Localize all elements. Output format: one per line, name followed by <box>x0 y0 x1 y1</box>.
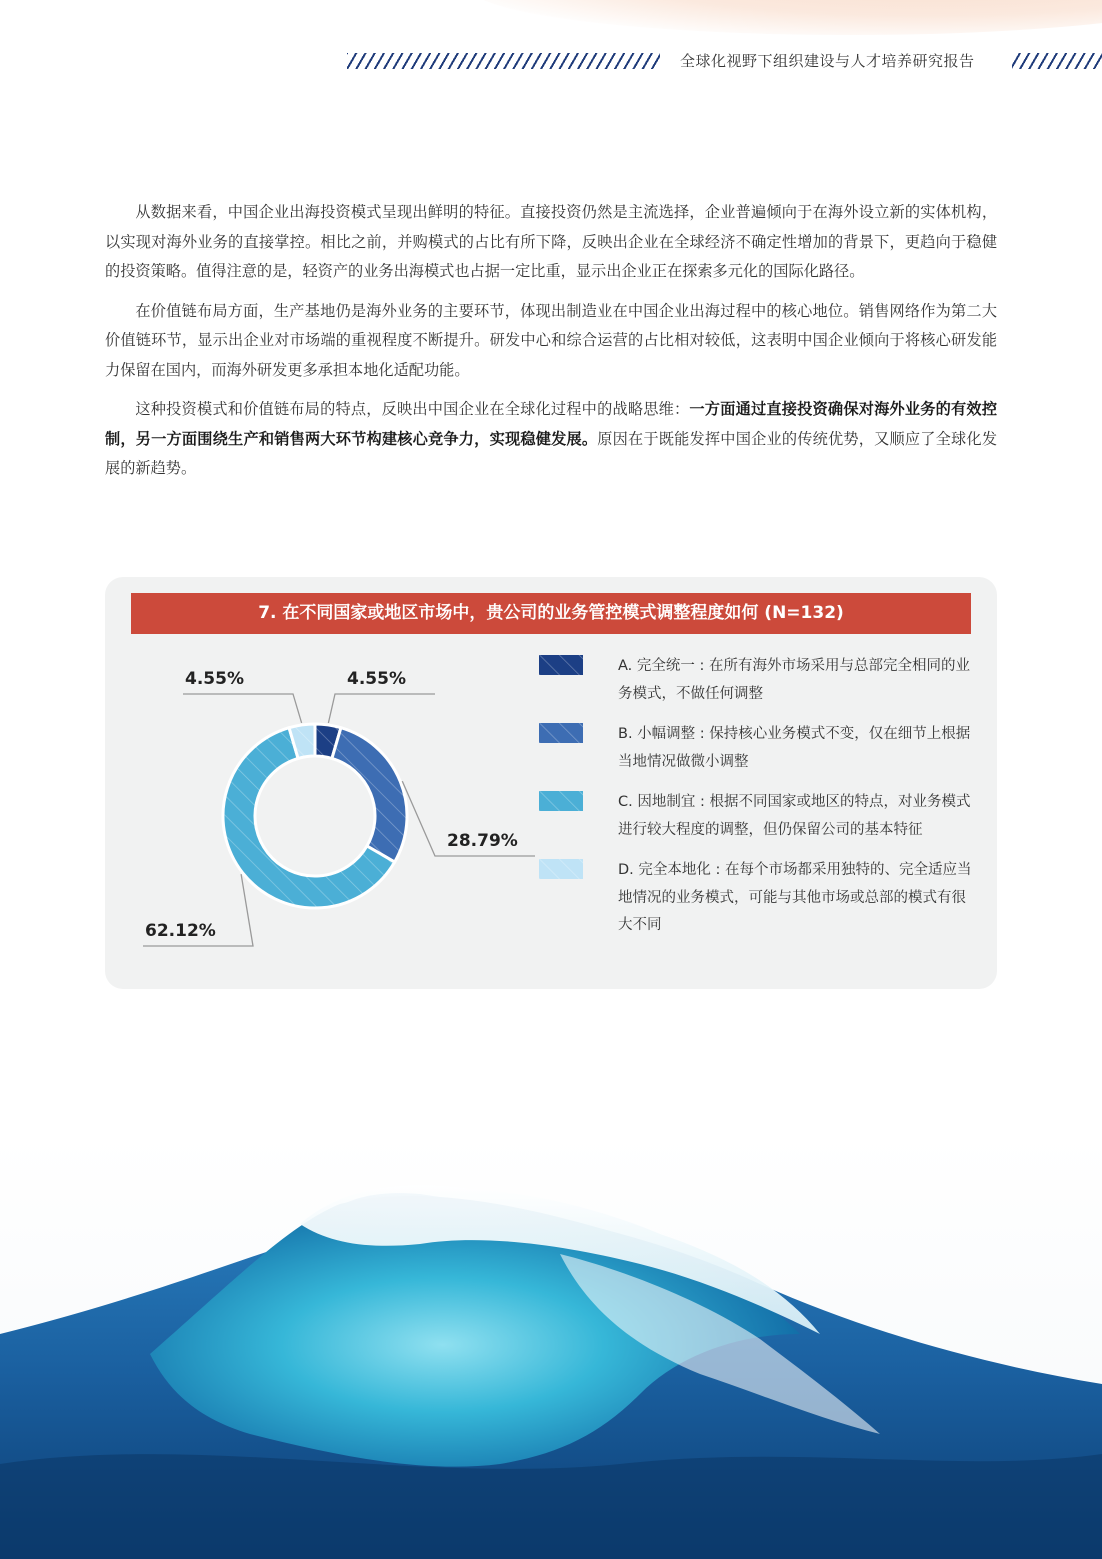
chart-title: 7. 在不同国家或地区市场中，贵公司的业务管控模式调整程度如何 (N=132) <box>131 593 971 634</box>
paragraph-3-lead: 这种投资模式和价值链布局的特点，反映出中国企业在全球化过程中的战略思维： <box>135 400 690 418</box>
paragraph-3-tail: 原因在于既能发挥中国企业的传统优势，又顺应了全球化发展的新趋势。 <box>105 429 998 477</box>
legend-item-a <box>539 653 979 708</box>
value-label-b: 28.79% <box>447 831 518 851</box>
ocean-wave-image <box>0 1134 1102 1559</box>
chart-panel <box>105 577 997 989</box>
page-header-title: 全球化视野下组织建设与人才培养研究报告 <box>680 52 975 70</box>
legend-label-a: A. 完全统一 : 在所有海外市场采用与总部完全相同的业务模式，不做任何调整 <box>618 658 970 702</box>
chart-legend <box>539 653 979 953</box>
paragraph-3-highlight: 一方面通过直接投资确保对海外业务的有效控制，另一方面围绕生产和销售两大环节构建核心竞争力，实现稳健发展。 <box>105 400 998 448</box>
legend-item-c <box>539 789 979 844</box>
donut-slice-hatch-b <box>332 728 407 862</box>
legend-label-b: B. 小幅调整 : 保持核心业务模式不变，仅在细节上根据当地情况做微小调整 <box>618 726 971 770</box>
paragraph-2: 在价值链布局方面，生产基地仍是海外业务的主要环节，体现出制造业在中国企业出海过程中的核心地位。销售网络作为第二大价值链环节，显示出企业对市场端的重视程度不断提升。研发中心和综合运营的占比相对较低，这表明中国企业倾向于将核心研发能力保留在国内，而海外研发更多承担本地化适配功能。 <box>105 301 997 379</box>
legend-label-d: D. 完全本地化 : 在每个市场都采用独特的、完全适应当地情况的业务模式，可能与其他市场或总部的模式有很大不同 <box>618 862 972 933</box>
legend-swatch-a <box>539 655 583 675</box>
paragraph-1: 从数据来看，中国企业出海投资模式呈现出鲜明的特征。直接投资仍然是主流选择，企业普遍倾向于在海外设立新的实体机构，以实现对海外业务的直接掌控。相比之前，并购模式的占比有所下降，反映出企业在全球经济不确定性增加的背景下，更趋向于稳健的投资策略。值得注意的是，轻资产的业务出海模式也占据一定比重，显示出企业正在探索多元化的国际化路径。 <box>105 203 997 280</box>
value-label-d: 4.55% <box>185 669 244 689</box>
leader-line-a <box>328 694 435 723</box>
header-stripe-right <box>1012 53 1102 69</box>
body-text <box>105 198 997 494</box>
legend-swatch-c <box>539 791 583 811</box>
paragraph-3 <box>105 395 997 484</box>
ocean-wave-illustration <box>0 1134 1102 1559</box>
legend-item-b <box>539 721 979 776</box>
header-stripe-left <box>347 53 660 69</box>
legend-label-c: C. 因地制宜 : 根据不同国家或地区的特点，对业务模式进行较大程度的调整，但仍保留公司的基本特征 <box>618 794 971 838</box>
legend-item-d <box>539 857 979 940</box>
value-label-c: 62.12% <box>145 921 216 941</box>
legend-swatch-d <box>539 859 583 879</box>
leader-line-d <box>183 694 302 723</box>
value-label-a: 4.55% <box>347 669 406 689</box>
decorative-corner-shape <box>470 0 1102 35</box>
legend-swatch-b <box>539 723 583 743</box>
